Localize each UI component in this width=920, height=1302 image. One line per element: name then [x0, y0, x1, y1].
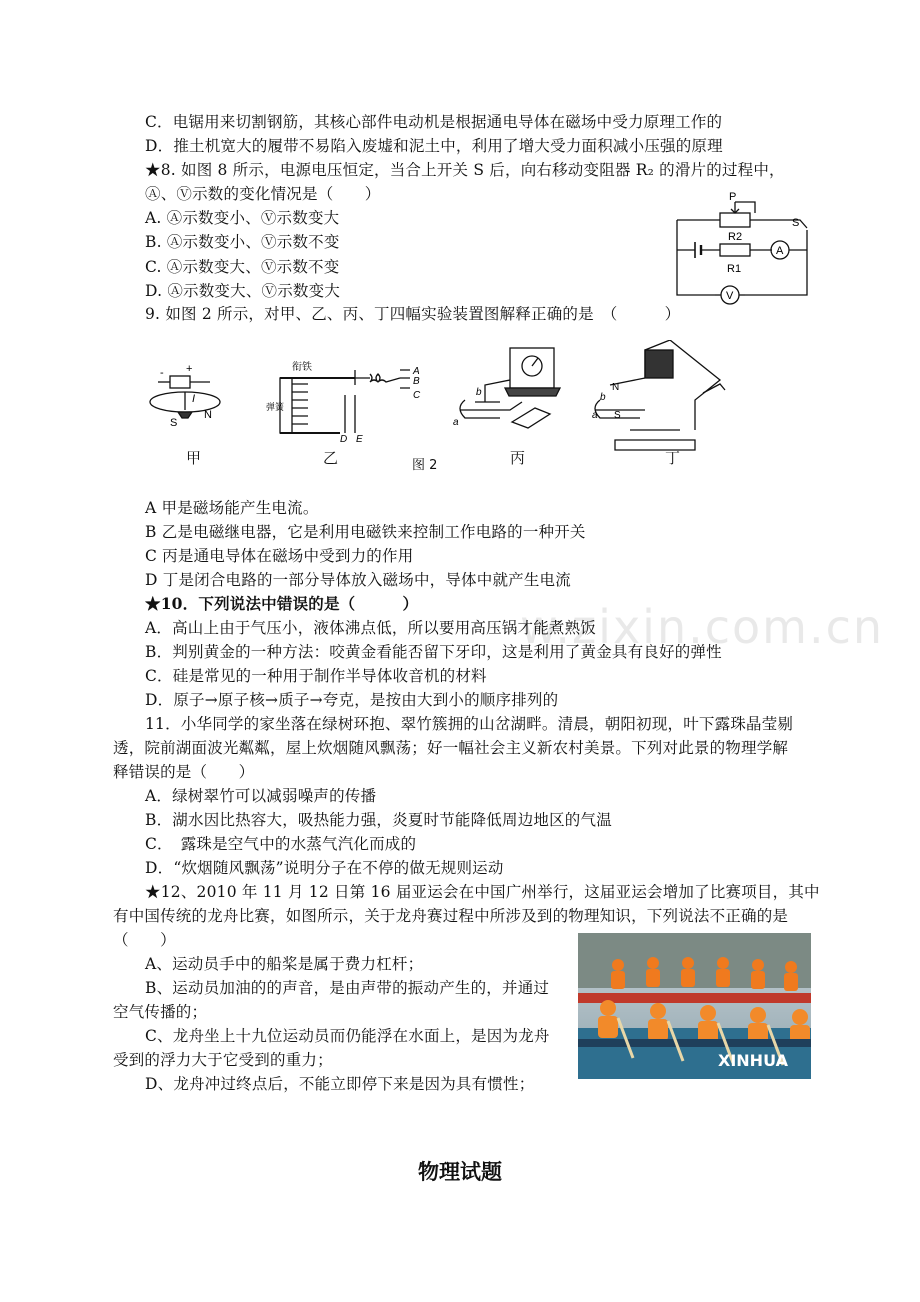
q11-option-d: D．“炊烟随风飘荡”说明分子在不停的做无规则运动 — [145, 859, 504, 877]
q12-option-d: D、龙舟冲过终点后，不能立即停下来是因为具有惯性； — [145, 1075, 535, 1093]
watermark: w.zixin.com.cn — [520, 600, 885, 654]
q11-stem-cont: 透，院前湖面波光粼粼，屋上炊烟随风飘荡；好一幅社会主义新农村美景。下列对此景的物理学解 — [113, 739, 789, 757]
q9-option-b: B 乙是电磁继电器，它是利用电磁铁来控制工作电路的一种开关 — [145, 523, 586, 541]
ding-a: a — [592, 410, 598, 421]
q8-stem-cont: Ⓐ、Ⓥ示数的变化情况是（ ） — [145, 185, 381, 203]
q9-option-a: A 甲是磁场能产生电流。 — [145, 499, 319, 517]
q10-option-d: D．原子→原子核→质子→夸克，是按由大到小的顺序排列的 — [145, 691, 559, 709]
voltmeter-icon: V — [726, 290, 734, 302]
apparatus-bing — [460, 348, 560, 428]
bing-b: b — [476, 387, 482, 398]
q10-stem: ★10．下列说法中错误的是（ ） — [145, 594, 419, 613]
q12-option-c: C、龙舟坐上十九位运动员而仍能浮在水面上，是因为龙舟 — [145, 1027, 550, 1045]
circuit-label-s: S — [792, 217, 800, 229]
q12-option-c-cont: 受到的浮力大于它受到的重力； — [113, 1051, 333, 1069]
q8-option-d: D. Ⓐ示数变大、Ⓥ示数变大 — [145, 282, 341, 300]
yi-spring-label: 弹簧 — [266, 402, 285, 412]
q12-option-b: B、运动员加油的的声音，是由声带的振动产生的，并通过 — [145, 979, 550, 997]
yi-a: A — [413, 366, 420, 377]
dragon-boat-photo — [578, 933, 811, 1079]
jia-n: N — [204, 409, 212, 421]
yi-e: E — [356, 434, 363, 445]
figure-label-yi: 乙 — [323, 449, 339, 467]
ding-n: N — [612, 382, 620, 393]
ding-b: b — [600, 392, 606, 403]
q10-option-b: B．判别黄金的一种方法：咬黄金看能否留下牙印，这是利用了黄金具有良好的弹性 — [145, 643, 722, 661]
figure-caption: 图 2 — [412, 458, 438, 473]
circuit-label-p: P — [729, 191, 737, 203]
yi-d: D — [340, 434, 348, 445]
jia-current: I — [192, 393, 196, 405]
bing-a: a — [453, 417, 459, 428]
circuit-label-r1: R1 — [727, 263, 742, 275]
circuit-label-r2: R2 — [728, 231, 743, 243]
apparatus-ding — [595, 340, 725, 450]
circuit-diagram — [675, 190, 815, 305]
jia-minus: - — [160, 367, 164, 379]
jia-s: S — [170, 417, 178, 429]
q12-option-b-cont: 空气传播的； — [113, 1003, 208, 1021]
apparatus-yi — [280, 370, 410, 433]
q11-stem-cont2: 释错误的是（ ） — [113, 763, 255, 781]
ammeter-icon: A — [776, 245, 784, 257]
q12-stem: ★12、2010 年 11 月 12 日第 16 届亚运会在中国广州举行，这届亚运会增加了比赛项目，其中 — [145, 883, 820, 901]
q7-option-c: C．电锯用来切割钢筋，其核心部件电动机是根据通电导体在磁场中受力原理工作的 — [145, 113, 723, 131]
q11-option-c: C． 露珠是空气中的水蒸气汽化而成的 — [145, 835, 417, 853]
q8-stem: ★8. 如图 8 所示，电源电压恒定，当合上开关 S 后，向右移动变阻器 R₂ 的滑片的过程中， — [145, 161, 785, 179]
q8-option-c: C. Ⓐ示数变大、Ⓥ示数不变 — [145, 258, 340, 276]
q12-stem-cont2: （ ） — [113, 931, 176, 949]
figure-label-jia: 甲 — [186, 449, 202, 467]
yi-armature-label: 衔铁 — [292, 362, 312, 373]
figure-label-bing: 丙 — [510, 449, 526, 467]
figure-2-apparatus — [140, 340, 740, 475]
ding-s: S — [614, 410, 621, 421]
q12-stem-cont: 有中国传统的龙舟比赛，如图所示，关于龙舟赛过程中所涉及到的物理知识，下列说法不正确的是 — [113, 907, 789, 925]
photo-caption: XINHUA — [718, 1051, 788, 1070]
q11-option-b: B．湖水因比热容大，吸热能力强，炎夏时节能降低周边地区的气温 — [145, 811, 612, 829]
figure-label-ding: 丁 — [665, 449, 681, 467]
page-title: 物理试题 — [418, 1160, 502, 1184]
q12-option-a: A、运动员手中的船桨是属于费力杠杆； — [145, 955, 424, 973]
q8-option-b: B. Ⓐ示数变小、Ⓥ示数不变 — [145, 233, 340, 251]
q11-option-a: A．绿树翠竹可以减弱噪声的传播 — [145, 787, 377, 805]
q10-option-c: C．硅是常见的一种用于制作半导体收音机的材料 — [145, 667, 487, 685]
q9-option-c: C 丙是通电导体在磁场中受到力的作用 — [145, 547, 414, 565]
jia-plus: + — [186, 363, 193, 375]
q9-stem: 9. 如图 2 所示，对甲、乙、丙、丁四幅实验装置图解释正确的是 （ ） — [145, 305, 681, 323]
q9-option-d: D 丁是闭合电路的一部分导体放入磁场中，导体中就产生电流 — [145, 571, 571, 589]
q8-option-a: A. Ⓐ示数变小、Ⓥ示数变大 — [145, 209, 340, 227]
q7-option-d: D．推土机宽大的履带不易陷入废墟和泥土中，利用了增大受力面积减小压强的原理 — [145, 137, 723, 155]
yi-c: C — [413, 390, 421, 401]
yi-b: B — [413, 376, 420, 387]
q11-stem: 11．小华同学的家坐落在绿树环抱、翠竹簇拥的山岔湖畔。清晨，朝阳初现，叶下露珠晶莹剔 — [145, 715, 794, 733]
q10-option-a: A．高山上由于气压小，液体沸点低，所以要用高压锅才能煮熟饭 — [145, 619, 596, 637]
